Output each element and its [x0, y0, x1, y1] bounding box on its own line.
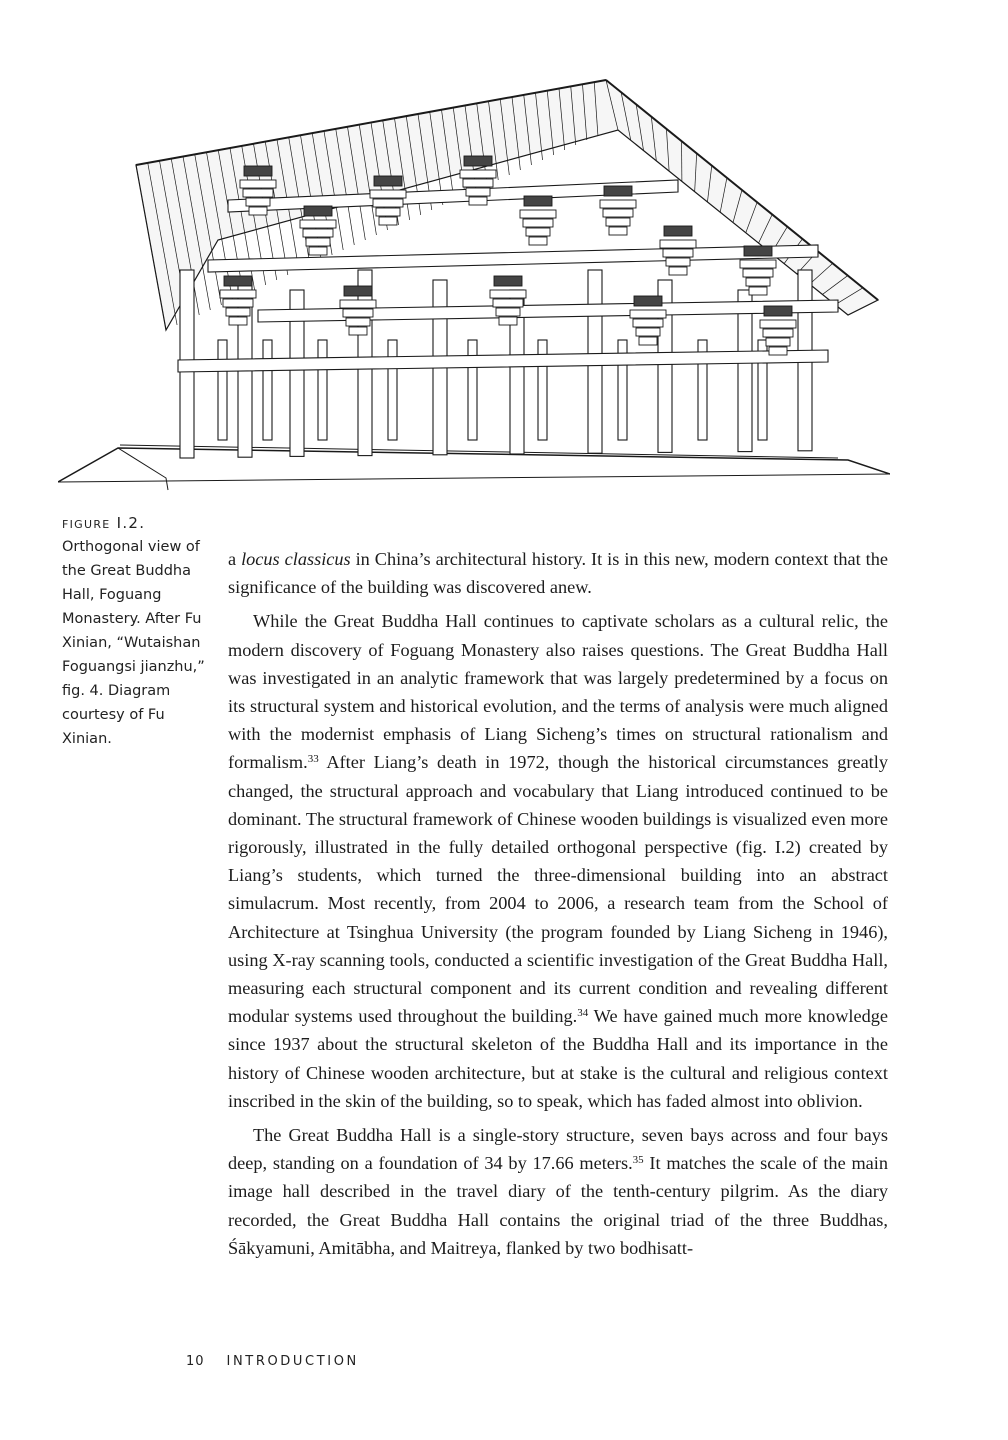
- main-text: [228, 545, 888, 1262]
- bracket-block: [769, 347, 787, 355]
- figure-caption-text: Orthogonal view of the Great Buddha Hall, Foguang Monastery. After Fu Xinian, “Wutaishan Foguangsi jianzhu,” fig. 4. Diagram courtesy of Fu Xinian.: [62, 539, 205, 747]
- text-span: The Great Buddha Hall is a single-story structure, seven bays across and four bays deep, standing on a foundation of 34 by 17.66 meters.: [228, 1125, 888, 1174]
- bracket-lattice: [494, 276, 522, 286]
- bracket-block: [469, 197, 487, 205]
- bracket-lattice: [604, 186, 632, 196]
- column: [263, 340, 272, 440]
- bracket-lattice: [344, 286, 372, 296]
- bracket-block: [466, 188, 490, 196]
- text-span: While the Great Buddha Hall continues to captivate scholars as a cultural relic, the modern discovery of Foguang Monastery also raises questions. The Great Buddha Hall was investigated in an analytic framework that was largely predetermined by a focus on its structural system and historical evolution, and the terms of analysis were much aligned with the modernist emphasis of Liang Sicheng’s times on structural rationalism and formalism.: [228, 611, 888, 773]
- paragraph-1: [228, 545, 888, 601]
- bracket-block: [246, 198, 270, 206]
- bracket-block: [303, 229, 333, 237]
- bracket-block: [300, 220, 336, 228]
- bracket-block: [663, 249, 693, 257]
- bracket-block: [306, 238, 330, 246]
- bracket-block: [603, 209, 633, 217]
- bracket-block: [343, 309, 373, 317]
- running-head: INTRODUCTION: [226, 1354, 359, 1369]
- bracket-lattice: [764, 306, 792, 316]
- figure-label: figure I.2.: [62, 514, 146, 532]
- footnote-ref[interactable]: 33: [307, 753, 319, 766]
- bracket-block: [229, 317, 247, 325]
- paragraph-3: [228, 1121, 888, 1262]
- bracket-block: [376, 208, 400, 216]
- bracket-block: [523, 219, 553, 227]
- paragraph-2: [228, 607, 888, 1115]
- bracket-block: [496, 308, 520, 316]
- bracket-block: [606, 218, 630, 226]
- footnote-ref[interactable]: 34: [577, 1007, 589, 1020]
- hall-orthogonal-diagram: [58, 70, 890, 500]
- figure-caption: [62, 511, 212, 751]
- bracket-block: [740, 260, 776, 268]
- text-span: in China’s architectural history. It is in this new, modern context that the significance of the building was discovered anew.: [228, 549, 888, 598]
- bracket-block: [666, 258, 690, 266]
- bracket-lattice: [744, 246, 772, 256]
- footnote-ref[interactable]: 35: [632, 1154, 644, 1167]
- bracket-block: [249, 207, 267, 215]
- bracket-block: [226, 308, 250, 316]
- beam: [178, 350, 828, 372]
- text-span: It matches the scale of the main image hall described in the travel diary of the tenth-century pilgrim. As the diary recorded, the Great Buddha Hall contains the original triad of the three Buddhas, Śākyamuni, Amitābha, and Maitreya, flanked by two bodhisatt-: [228, 1153, 888, 1258]
- bracket-lattice: [464, 156, 492, 166]
- bracket-block: [600, 200, 636, 208]
- bracket-block: [760, 320, 796, 328]
- bracket-block: [349, 327, 367, 335]
- bracket-block: [463, 179, 493, 187]
- bracket-block: [743, 269, 773, 277]
- column: [738, 290, 752, 452]
- text-span: a: [228, 549, 242, 569]
- bracket-block: [370, 190, 406, 198]
- bracket-lattice: [244, 166, 272, 176]
- bracket-block: [240, 180, 276, 188]
- bracket-lattice: [304, 206, 332, 216]
- bracket-lattice: [634, 296, 662, 306]
- bracket-block: [669, 267, 687, 275]
- bracket-block: [499, 317, 517, 325]
- bracket-block: [766, 338, 790, 346]
- bracket-block: [763, 329, 793, 337]
- bracket-block: [220, 290, 256, 298]
- bracket-block: [460, 170, 496, 178]
- bracket-block: [630, 310, 666, 318]
- text-span: We have gained much more knowledge since 1937 about the structural skeleton of the Buddha Hall and its importance in the history of Chinese wooden architecture, but at stake is the cultural and religious context inscribed in the skin of the building, so to speak, which has faded almost into oblivion.: [228, 1006, 888, 1111]
- column: [218, 340, 227, 440]
- bracket-block: [636, 328, 660, 336]
- bracket-block: [243, 189, 273, 197]
- bracket-block: [639, 337, 657, 345]
- bracket-block: [746, 278, 770, 286]
- bracket-block: [749, 287, 767, 295]
- bracket-lattice: [374, 176, 402, 186]
- column: [318, 340, 327, 440]
- bracket-block: [346, 318, 370, 326]
- bracket-lattice: [664, 226, 692, 236]
- bracket-lattice: [224, 276, 252, 286]
- bracket-block: [379, 217, 397, 225]
- bracket-block: [493, 299, 523, 307]
- bracket-block: [609, 227, 627, 235]
- column: [388, 340, 397, 440]
- text-span: After Liang’s death in 1972, though the historical circumstances greatly changed, the structural approach and vocabulary that Liang introduced continued to be dominant. The structural framework of Chinese wooden buildings is visualized even more rigorously, illustrated in the fully detailed orthogonal perspective (fig. I.2) created by Liang’s students, which turned the three-dimensional building into an abstract simulacrum. Most recently, from 2004 to 2006, a research team from the School of Architecture at Tsinghua University (the program founded by Liang Sicheng in 1946), using X-ray scanning tools, conducted a scientific investigation of the Great Buddha Hall, measuring each structural component and its current condition and revealing different modular systems used throughout the building.: [228, 752, 888, 1027]
- bracket-block: [340, 300, 376, 308]
- beam: [208, 245, 818, 272]
- bracket-block: [660, 240, 696, 248]
- bracket-block: [309, 247, 327, 255]
- bracket-block: [529, 237, 547, 245]
- bracket-block: [633, 319, 663, 327]
- bracket-block: [490, 290, 526, 298]
- bracket-lattice: [524, 196, 552, 206]
- page-footer: [186, 1354, 359, 1369]
- bracket-block: [526, 228, 550, 236]
- page-number: 10: [186, 1354, 205, 1369]
- bracket-block: [223, 299, 253, 307]
- bracket-block: [373, 199, 403, 207]
- bracket-block: [520, 210, 556, 218]
- italic-term: locus classicus: [241, 549, 351, 569]
